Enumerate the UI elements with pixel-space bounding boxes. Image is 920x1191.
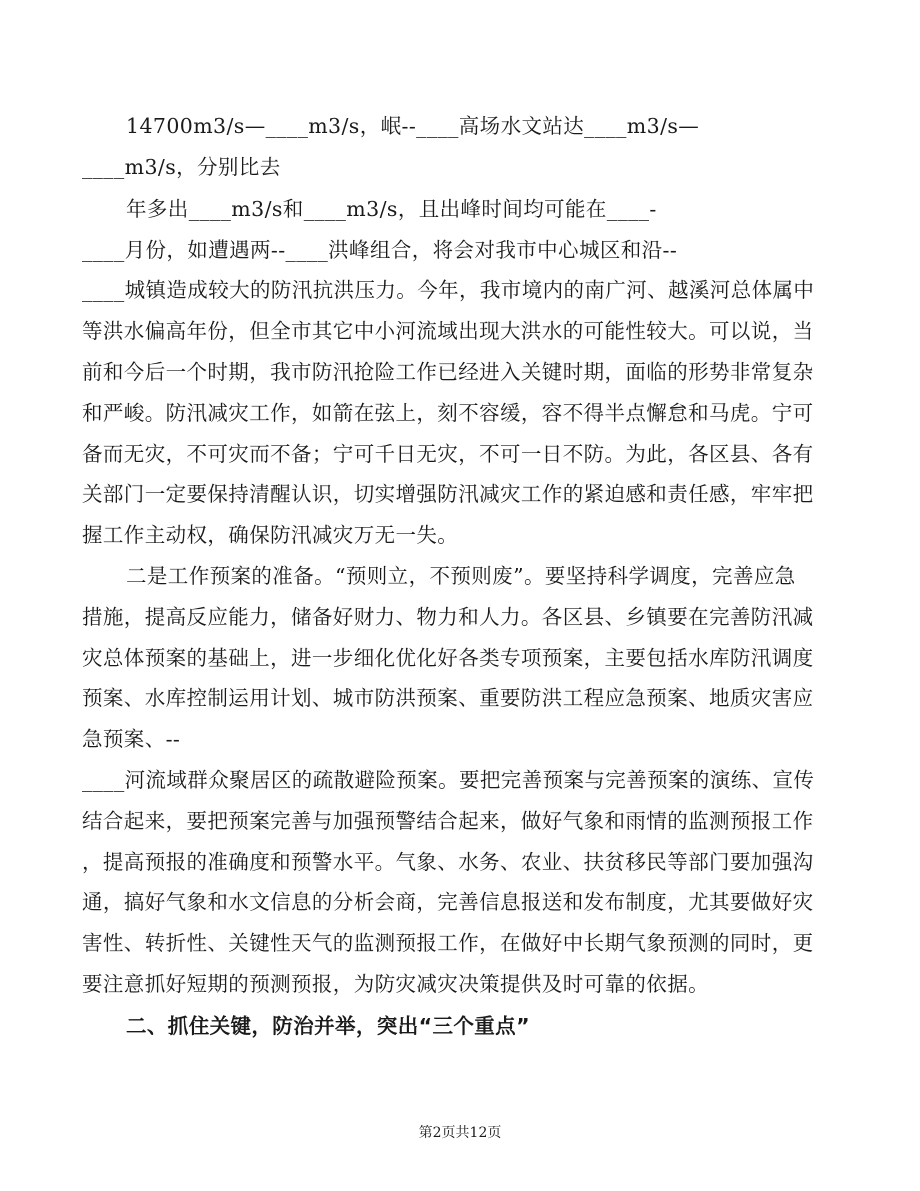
text-line: 14700m3/s—____m3/s，岷--____高场水文站达____m3/s— (126, 114, 700, 138)
text-line: 和严峻。防汛减灾工作，如箭在弦上，刻不容缓，容不得半点懈怠和马虎。宁可 (82, 401, 814, 425)
text-line: 害性、转折性、关键性天气的监测预报工作，在做好中长期气象预测的同时，更 (82, 931, 814, 955)
text-line: 要注意抓好短期的预测预报，为防灾减灾决策提供及时可靠的依据。 (82, 972, 709, 996)
text-line: 措施，提高反应能力，储备好财力、物力和人力。各区县、乡镇要在完善防汛减 (82, 605, 814, 629)
text-line: 预案、水库控制运用计划、城市防洪预案、重要防洪工程应急预案、地质灾害应 (82, 686, 814, 710)
text-line: 关部门一定要保持清醒认识，切实增强防汛减灾工作的紧迫感和责任感，牢牢把 (82, 482, 814, 506)
section-heading: 二、抓住关键，防治并举，突出“三个重点” (126, 1014, 530, 1038)
text-line: 备而无灾，不可灾而不备；宁可千日无灾，不可一日不防。为此，各区县、各有 (82, 442, 814, 466)
text-line: ____月份，如遭遇两--____洪峰组合，将会对我市中心城区和沿-- (82, 238, 678, 262)
text-line: ，提高预报的准确度和预警水平。气象、水务、农业、扶贫移民等部门要加强沟 (82, 850, 814, 874)
text-line: ____河流域群众聚居区的疏散避险预案。要把完善预案与完善预案的演练、宣传 (82, 768, 815, 792)
text-line: 通，搞好气象和水文信息的分析会商，完善信息报送和发布制度，尤其要做好灾 (82, 890, 814, 914)
text-line: 年多出____m3/s和____m3/s，且出峰时间均可能在____- (126, 197, 657, 221)
text-line: 二是工作预案的准备。“预则立，不预则废”。要坚持科学调度，完善应急 (126, 564, 796, 588)
text-line: 等洪水偏高年份，但全市其它中小河流域出现大洪水的可能性较大。可以说，当 (82, 319, 814, 343)
page-number-footer: 第2页共12页 (418, 1125, 502, 1141)
text-line: 结合起来，要把预案完善与加强预警结合起来，做好气象和雨情的监测预报工作 (82, 809, 814, 833)
text-line: 急预案、-- (82, 727, 181, 751)
text-line: 握工作主动权，确保防汛减灾万无一失。 (82, 523, 459, 547)
text-line: ____m3/s，分别比去 (82, 155, 281, 179)
text-line: 前和今后一个时期，我市防汛抢险工作已经进入关键时期，面临的形势非常复杂 (82, 360, 814, 384)
text-line: ____城镇造成较大的防汛抗洪压力。今年，我市境内的南广河、越溪河总体属中 (82, 278, 815, 302)
text-line: 灾总体预案的基础上，进一步细化优化好各类专项预案，主要包括水库防汛调度 (82, 646, 814, 670)
